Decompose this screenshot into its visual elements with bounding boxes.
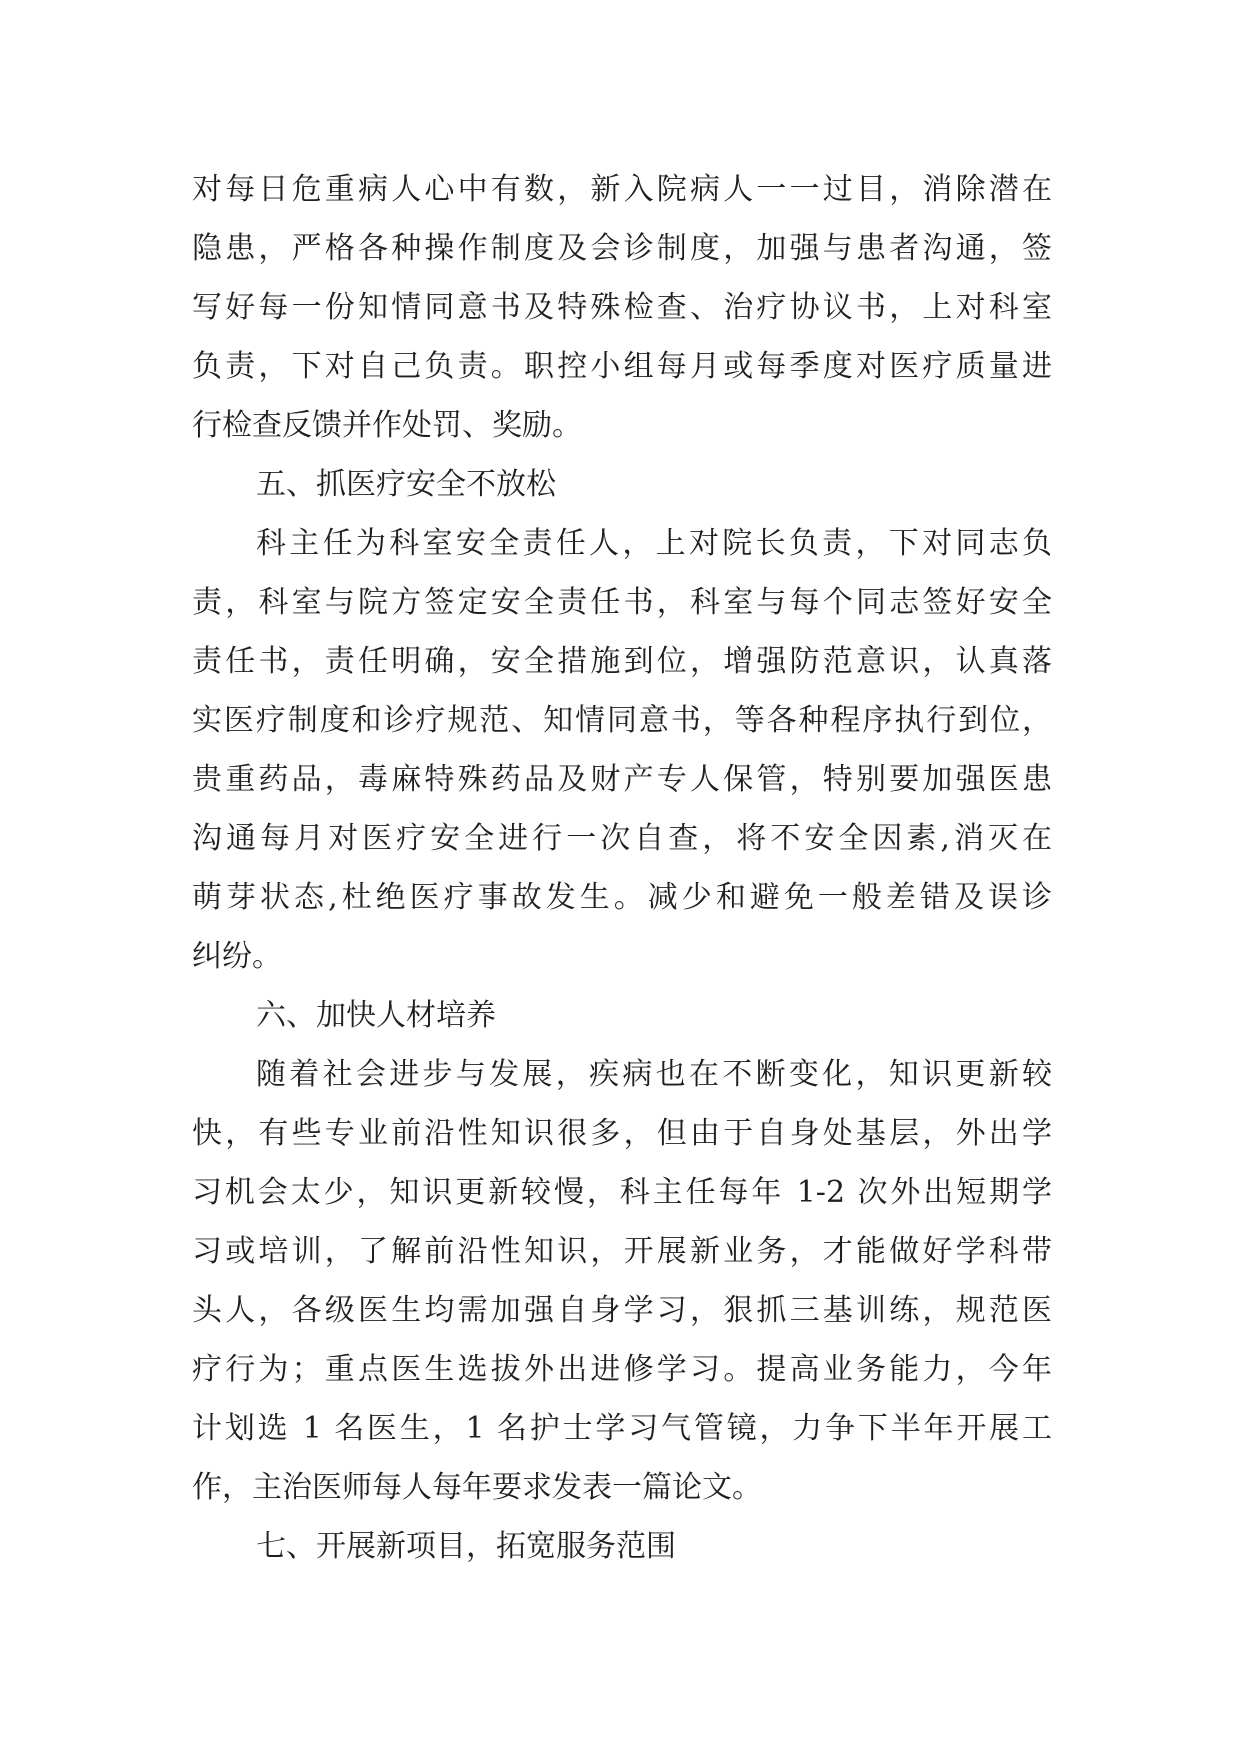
text-line: 疗行为；重点医生选拔外出进修学习。提高业务能力，今年 <box>192 1352 1052 1387</box>
text-line: 计划选 1 名医生，1 名护士学习气管镜，力争下半年开展工 <box>192 1411 1052 1446</box>
text-line: 科主任为科室安全责任人，上对院长负责，下对同志负 <box>256 526 1052 561</box>
document-body <box>192 160 1052 1576</box>
text-line: 责任书，责任明确，安全措施到位，增强防范意识，认真落 <box>192 644 1052 679</box>
text-line: 习或培训，了解前沿性知识，开展新业务，才能做好学科带 <box>192 1234 1052 1269</box>
text-line: 萌芽状态,杜绝医疗事故发生。减少和避免一般差错及误诊 <box>192 880 1052 915</box>
text-line: 作，主治医师每人每年要求发表一篇论文。 <box>192 1470 762 1505</box>
section-heading: 六、加快人材培养 <box>256 998 496 1033</box>
section-heading: 七、开展新项目，拓宽服务范围 <box>256 1529 676 1564</box>
text-line: 随着社会进步与发展，疾病也在不断变化，知识更新较 <box>256 1057 1052 1092</box>
text-line: 行检查反馈并作处罚、奖励。 <box>192 408 582 443</box>
text-line: 负责，下对自己负责。职控小组每月或每季度对医疗质量进 <box>192 349 1052 384</box>
text-line: 写好每一份知情同意书及特殊检查、治疗协议书，上对科室 <box>192 290 1052 325</box>
text-line: 纠纷。 <box>192 939 282 974</box>
text-line: 头人，各级医生均需加强自身学习，狠抓三基训练，规范医 <box>192 1293 1052 1328</box>
text-line: 沟通每月对医疗安全进行一次自查，将不安全因素,消灭在 <box>192 821 1052 856</box>
text-line: 隐患，严格各种操作制度及会诊制度，加强与患者沟通，签 <box>192 231 1052 266</box>
text-line: 责，科室与院方签定安全责任书，科室与每个同志签好安全 <box>192 585 1052 620</box>
text-line: 快，有些专业前沿性知识很多，但由于自身处基层，外出学 <box>192 1116 1052 1151</box>
text-line: 贵重药品，毒麻特殊药品及财产专人保管，特别要加强医患 <box>192 762 1052 797</box>
text-line: 习机会太少，知识更新较慢，科主任每年 1-2 次外出短期学 <box>192 1175 1052 1210</box>
section-heading: 五、抓医疗安全不放松 <box>256 467 556 502</box>
text-line: 对每日危重病人心中有数，新入院病人一一过目，消除潜在 <box>192 172 1052 207</box>
text-line: 实医疗制度和诊疗规范、知情同意书，等各种程序执行到位， <box>192 703 1052 738</box>
